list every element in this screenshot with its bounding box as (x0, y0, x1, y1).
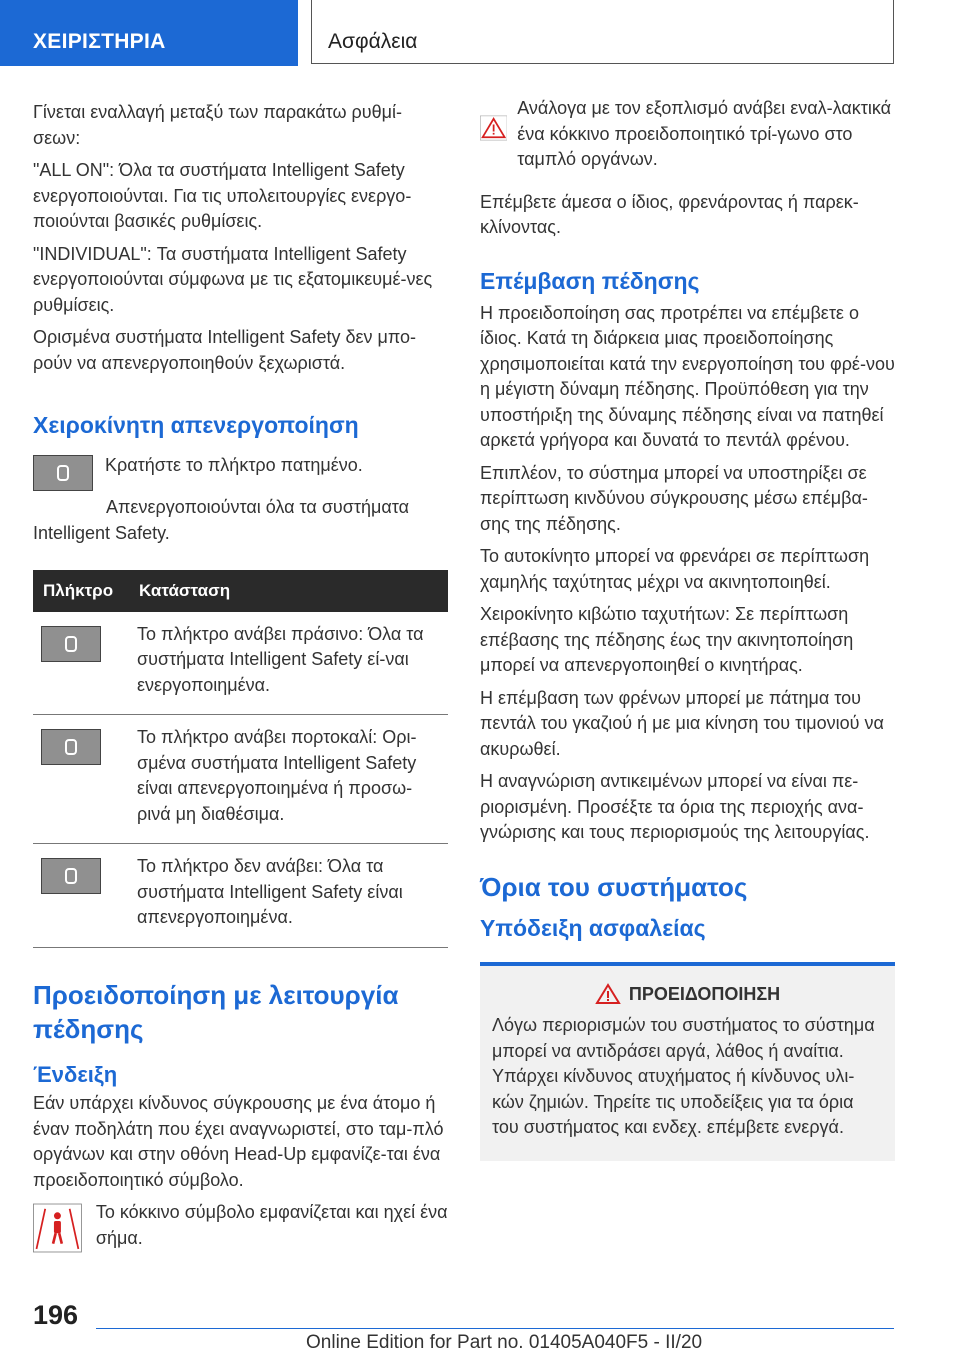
warning-text: Λόγω περιορισμών του συστήματος το σύστημα μπορεί να αντιδράσει αργά, λάθος ή αναίτια. Υπάρχει κίνδυνος ατυχήματος ή κίνδυνος υλι‐κών ζημιών. Τηρείτε τις υποδείξεις για τα όρια του συστήματος και ενδεχ. επέμβετε ενεργά. (492, 1015, 875, 1137)
paragraph: Εάν υπάρχει κίνδυνος σύγκρουσης με ένα άτομο ή έναν ποδηλάτη που έχει αναγνωριστεί, στο ταμ‐πλό οργάνων και στην οθόνη Head-Up εμφανίζε‐ται ένα προειδοποιητικό σύμβολο. (33, 1093, 444, 1190)
paragraph: Η επέμβαση των φρένων μπορεί με πάτημα του πεντάλ του γκαζιού ή με μια κίνηση του τιμονιού να ακυρωθεί. (480, 687, 884, 759)
paragraph: Κρατήστε το πλήκτρο πατημένο. (105, 455, 363, 475)
table-cell: Το πλήκτρο ανάβει πράσινο: Όλα τα συστήματα Intelligent Safety εί‐ναι ενεργοποιημένα. (129, 612, 448, 715)
paragraph: Απενεργοποιούνται όλα τα συστήματα Intelligent Safety. (33, 497, 410, 543)
paragraph: Επιπλέον, το σύστημα μπορεί να υποστηρίξει σε περίπτωση κινδύνου σύγκρουσης μέσω επέμβα‐σης της πέδησης. (480, 462, 868, 534)
table-cell: Το πλήκτρο ανάβει πορτοκαλί: Ορι‐σμένα συστήματα Intelligent Safety είναι απενεργοποιημένα ή προσω‐ρινά μη διαθέσιμα. (129, 715, 448, 844)
safety-button-icon (41, 729, 101, 765)
heading-manual-deactivation: Χειροκίνητη απενεργοποίηση (33, 412, 359, 438)
left-column (33, 100, 448, 1264)
heading-brake-intervention: Επέμβαση πέδησης (480, 267, 700, 294)
table-header-key: Πλήκτρο (33, 570, 129, 612)
paragraph: Το κόκκινο σύμβολο εμφανίζεται και ηχεί ένα σήμα. (95, 1202, 448, 1248)
paragraph: Χειροκίνητο κιβώτιο ταχυτήτων: Σε περίπτωση επέβασης της πέδησης έως την ακινητοποίηση μπορεί να απενεργοποιηθεί ο κινητήρας. (480, 604, 854, 675)
paragraph: Γίνεται εναλλαγή μεταξύ των παρακάτω ρυθμί‐σεων: (33, 102, 403, 148)
warning-box (480, 962, 895, 1161)
section-title: ΧΕΙΡΙΣΤΗΡΙΑ (33, 30, 166, 53)
safety-button-icon (33, 455, 93, 491)
heading-brake-warning: Προειδοποίηση με λειτουργία πέδησης (33, 979, 399, 1044)
page-number: 196 (33, 1300, 79, 1330)
heading-indication: Ένδειξη (33, 1061, 118, 1087)
warning-icon (595, 983, 621, 1005)
paragraph: Ανάλογα με τον εξοπλισμό ανάβει εναλ‐λακτικά ένα κόκκινο προειδοποιητικό τρί‐γωνο στο ταμπλό οργάνων. (517, 98, 892, 169)
safety-button-icon (41, 626, 101, 662)
paragraph: Η αναγνώριση αντικειμένων μπορεί να είναι πε‐ριορισμένη. Προσέξτε τα όρια της περιοχής ανα‐γνώρισης και τους περιορισμούς της λειτουργίας. (480, 771, 870, 842)
status-table (33, 570, 448, 948)
table-header-status: Κατάσταση (129, 570, 448, 612)
triangle-warning-row (480, 100, 895, 180)
pedestrian-warning-icon (33, 1200, 82, 1256)
paragraph: "ALL ON": Όλα τα συστήματα Intelligent Safety ενεργοποιούνται. Για τις υπολειτουργίες ενεργο‐ποιούνται βασικές ρυθμίσεις. (33, 160, 412, 231)
paragraph: Επέμβετε άμεσα ο ίδιος, φρενάροντας ή παρεκ‐κλίνοντας. (480, 191, 859, 237)
heading-safety-note: Υπόδειξη ασφαλείας (480, 914, 706, 941)
warning-triangle-icon (480, 100, 507, 156)
right-column (480, 100, 895, 1161)
paragraph: Το αυτοκίνητο μπορεί να φρενάρει σε περίπτωση χαμηλής ταχύτητας μέχρι να ακινητοποιηθεί. (480, 546, 870, 592)
paragraph: Η προειδοποίηση σας προτρέπει να επέμβετε ο ίδιος. Κατά τη διάρκεια μιας προειδοποίησης χρησιμοποιείται κατά την ενεργοποίηση του φρέ‐νου η μέγιστη δύναμη πέδησης. Προϋπόθεση για την υποστήριξη της δύναμης πέδησης είναι να πατηθεί αρκετά γρήγορα και δυνατά το πεντάλ φρένου. (480, 302, 895, 450)
chapter-tab (311, 0, 894, 64)
warning-title: ΠΡΟΕΙΔΟΠΟΙΗΣΗ (628, 983, 781, 1004)
table-cell: Το πλήκτρο δεν ανάβει: Όλα τα συστήματα Intelligent Safety είναι απενεργοποιημένα. (129, 844, 448, 948)
table-row (33, 715, 448, 844)
footer-edition: Online Edition for Part no. 01405A040F5 - II/20 (306, 1332, 703, 1353)
section-tab (0, 0, 298, 66)
heading-system-limits: Όρια του συστήματος (480, 871, 748, 902)
pedestrian-warning-row (33, 1200, 448, 1258)
safety-button-icon (41, 858, 101, 894)
paragraph: Ορισμένα συστήματα Intelligent Safety δεν μπο‐ρούν να απενεργοποιηθούν ξεχωριστά. (33, 327, 417, 373)
table-row (33, 844, 448, 948)
warning-title-row (492, 982, 883, 1008)
chapter-title: Ασφάλεια (328, 30, 418, 53)
table-row (33, 612, 448, 715)
paragraph: "INDIVIDUAL": Τα συστήματα Intelligent Safety ενεργοποιούνται σύμφωνα με τις εξατομικευμέ‐νες ρυθμίσεις. (33, 243, 433, 315)
manual-instruction (33, 453, 448, 491)
footer-divider (96, 1328, 894, 1329)
